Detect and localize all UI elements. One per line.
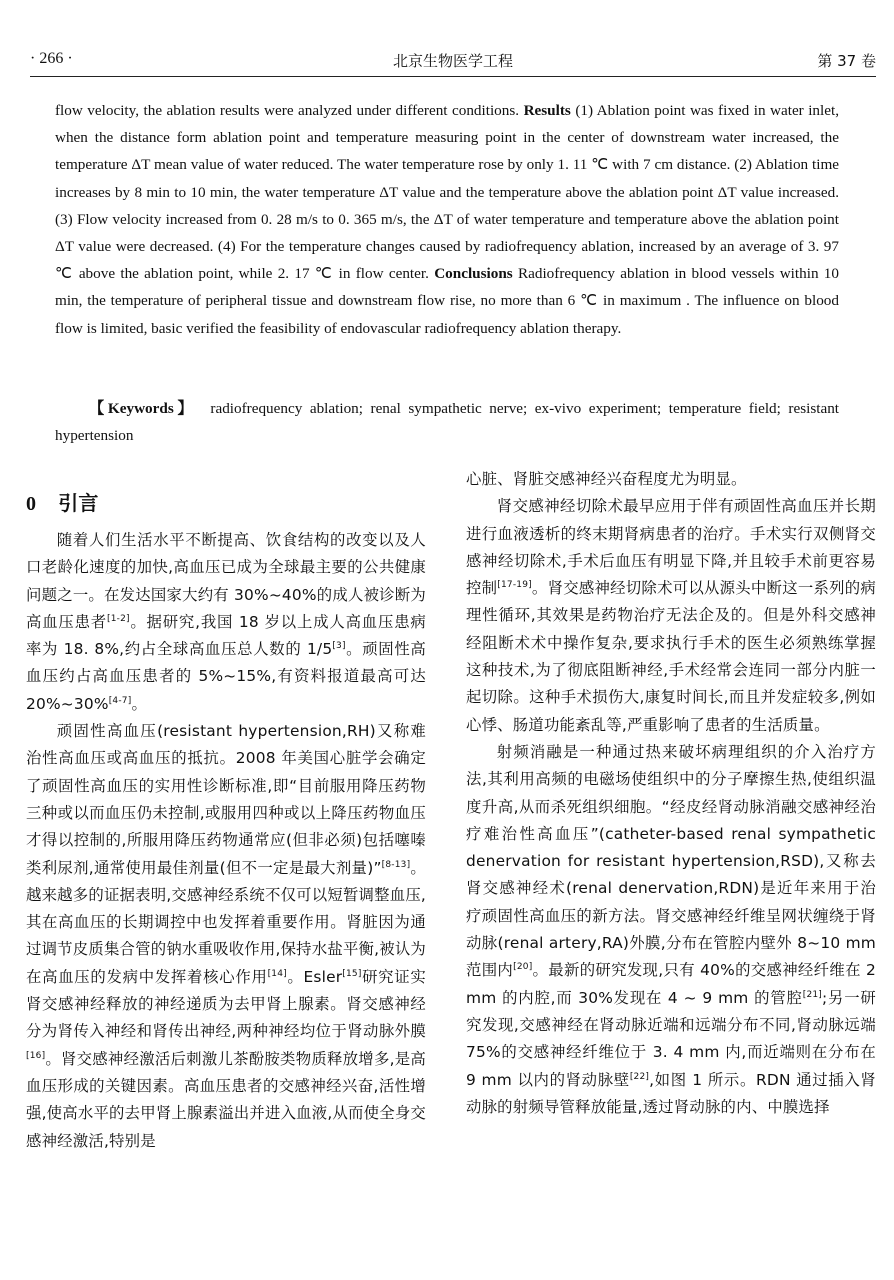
text-run: 肾交感神经切除术最早应用于伴有顽固性高血压并长期进行血液透析的终末期肾病患者的治疗。手术实行双侧肾交感神经切除术,手术后血压有明显下降,并且较手术前更容易控制 [466,497,876,598]
text-run: 射频消融是一种通过热来破坏病理组织的介入治疗方法,其利用高频的电磁场使组织中的分子摩擦生热,使组织温度升高,从而杀死组织细胞。“经皮经肾动脉消融交感神经治疗难治性高血压”(catheter-based renal sympathetic denervation for resistant hypertension,RSD),又称去肾交感神经术(renal denervation,RDN)是近年来用于治疗顽固性高血压的新方法。肾交感神经纤维呈网状缠绕于肾动脉(renal artery,RA)外膜,分布在管腔内壁外 8~10 mm 范围内 [466,742,876,980]
text-run: 。顽固性高血压约占高血压患者的 5%~15%,有资料报道最高可达 20%~30% [26,640,426,713]
citation: [1-2] [107,613,130,624]
page-number: · 266 · [30,50,73,67]
citation: [22] [629,1071,650,1082]
left-column [26,466,426,1155]
section-title: 引言 [58,491,99,515]
citation: [20] [513,962,533,973]
citation: [3] [332,641,346,652]
results-text: (1) Ablation point was fixed in water inlet, when the distance form ablation point and temperature measuring point in the center of downstream water increased, the temperature ΔT mean value of water reduced. The water temperature rose by only 1. 11 ℃ with 7 cm distance. (2) Ablation time increases by 8 min to 10 min, the water temperature ΔT value and the temperature above the ablation point ΔT value increased. (3) Flow velocity increased from 0. 28 m/s to 0. 365 m/s, the ΔT of water temperature and temperature above the ablation point ΔT value were decreased. (4) For the temperature changes caused by radiofrequency ablation, increased by an average of 3. 97 ℃ above the ablation point, while 2. 17 ℃ in flow center. [55,102,840,283]
citation: [21] [802,989,823,1000]
citation: [4-7] [108,695,132,706]
abstract-part1: flow velocity, the ablation results were analyzed under different conditions. [55,102,520,119]
text-run: 顽固性高血压(resistant hypertension,RH)又称难治性高血压或高血压的抵抗。2008 年美国心脏学会确定了顽固性高血压的实用性诊断标准,即“目前服用降压药物三种或以而血压仍未控制,或服用四种或以上降压药物血压才得以控制的,所服用降压药物通常应(但非必须)包括噻嗪类利尿剂,通常使用最佳剂量(但不一定是最大剂量)” [26,722,426,877]
text-run: 。 [131,694,148,713]
abstract-text [55,97,839,342]
conclusions-text: Radiofrequency ablation in blood vessels within 10 min, the temperature of peripheral tissue and downstream flow rise, no more than 6 ℃ in maximum . The influence on blood flow is limited, basic verified the feasibility of endovascular radiofrequency ablation therapy. [55,265,839,337]
citation: [16] [26,1050,46,1061]
keywords-block [55,395,839,449]
conclusions-label: Conclusions [434,265,513,283]
right-column [466,466,876,1121]
text-run: 。据研究,我国 18 岁以上成人高血压患病率为 18. 8%,约占全球高血压总人数的 1/5 [26,612,426,659]
text-run: 。越来越多的证据表明,交感神经系统不仅可以短暂调整血压,其在高血压的长期调控中也发挥着重要作用。肾脏因为通过调节皮质集合管的钠水重吸收作用,保持水盐平衡,被认为在高血压的发病中发挥着核心作用 [26,858,426,986]
text-run: 。最新的研究发现,只有 40%的交感神经纤维在 2 mm 的内腔,而 30%发现在 4 ~ 9 mm 的管腔 [466,961,876,1007]
results-label: Results [523,102,571,119]
citation: [14] [267,968,287,979]
volume-label: 第 37 卷 [817,52,876,70]
keywords-text: radiofrequency ablation; renal sympathetic nerve; ex-vivo experiment; temperature field; resistant hypertension [55,400,840,445]
intro-paragraph-continued: 心脏、肾脏交感神经兴奋程度尤为明显。 [466,470,747,488]
page-header [30,48,876,77]
citation: [15] [342,968,362,979]
citation: [17-19] [497,580,532,591]
keywords-label: 【Keywords】 [89,400,197,417]
text-run: 随着人们生活水平不断提高、饮食结构的改变以及人口老龄化速度的加快,高血压已成为全球最主要的公共健康问题之一。在发达国家大约有 30%~40%的成人被诊断为高血压患者 [26,531,426,631]
intro-paragraph-1 [26,527,426,718]
intro-paragraph-3 [466,493,876,739]
text-run: 研究证实肾交感神经释放的神经递质为去甲肾上腺素。肾交感神经分为肾传入神经和肾传出神经,两种神经均位于肾动脉外膜 [26,967,426,1041]
text-run: ;另一研究发现,交感神经在肾动脉近端和远端分布不同,肾动脉远端 75%的交感神经纤维位于 3. 4 mm 内,而近端则在分布在 9 mm 以内的肾动脉壁 [466,988,876,1089]
text-run: 。肾交感神经激活后刺激儿茶酚胺类物质释放增多,是高血压形成的关键因素。高血压患者的交感神经兴奋,活性增强,使高水平的去甲肾上腺素溢出并进入血液,从而使全身交感神经激活,特别是 [26,1049,426,1150]
intro-paragraph-4 [466,739,876,1121]
section-heading [26,488,426,519]
text-run: ,如图 1 所示。RDN 通过插入肾动脉的射频导管释放能量,透过肾动脉的内、中膜选择 [466,1070,876,1116]
abstract-block [55,97,839,342]
text-run: 。Esler [286,967,343,986]
journal-name: 北京生物医学工程 [392,52,513,70]
intro-paragraph-2 [26,718,426,1155]
citation: [8-13] [381,859,411,870]
section-number: 0 [26,493,37,515]
text-run: 。肾交感神经切除术可以从源头中断这一系列的病理性循环,其效果是药物治疗无法企及的。但是外科交感神经阻断术术中操作复杂,要求执行手术的医生必须熟练掌握这种技术,为了彻底阻断神经,手术经常会连同一部分内脏一起切除。这种手术损伤大,康复时间长,而且并发症较多,例如心悸、肠道功能紊乱等,严重影响了患者的生活质量。 [466,579,877,734]
